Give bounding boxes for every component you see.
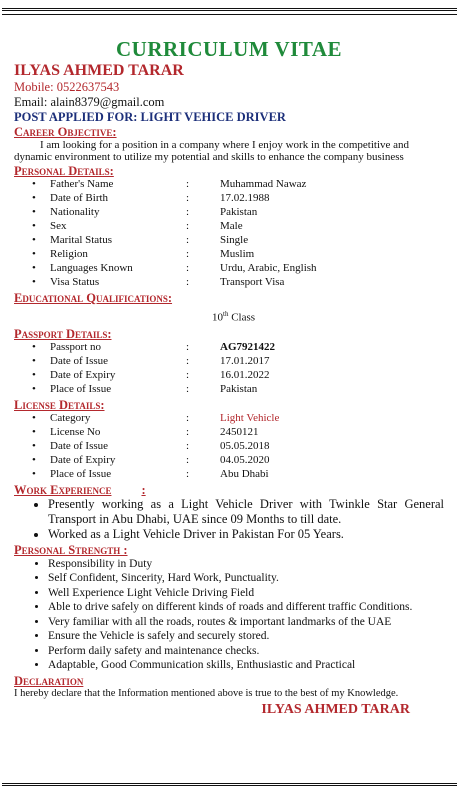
education-value [212,307,444,325]
license-detail-row [18,454,279,468]
license-detail-value: 04.05.2020 [220,453,270,466]
education-number: 10 [212,311,223,324]
license-details-heading: License Details: [14,397,105,412]
work-experience-item: • Presently working as a Light Vehicle Driver with Twinkle Star General Transport in Abu Dhabi, UAE since 09 Months to till date. [48,497,444,527]
candidate-name: ILYAS AHMED TARAR [14,62,184,79]
work-experience-heading [14,483,444,497]
colon-separator: : [186,206,190,218]
passport-detail-row [18,355,275,369]
colon-separator: : [186,220,190,232]
colon-separator: : [186,248,190,260]
personal-strength-list [14,557,444,673]
personal-strength-item: • Responsibility in Duty [48,557,444,572]
license-detail-row [18,440,279,454]
license-detail-row [18,426,279,440]
passport-detail-label: Date of Expiry [50,368,116,381]
personal-strength-item: • Well Experience Light Vehicle Driving Field [48,586,444,601]
bullet-icon: • [32,262,36,274]
bullet-icon: • [32,248,36,260]
license-detail-value: 2450121 [220,425,259,438]
license-detail-row [18,412,279,426]
personal-detail-row [18,262,317,276]
colon-separator: : [186,234,190,246]
personal-detail-label: Languages Known [50,262,133,274]
colon-separator: : [186,178,190,190]
passport-detail-value: 16.01.2022 [220,368,270,381]
career-objective-heading: Career Objective: [14,125,117,139]
work-experience-label: Work Experience [14,482,112,497]
bullet-icon: • [32,411,36,424]
bullet-icon: • [32,439,36,452]
colon-separator: : [186,382,190,395]
work-experience-list [14,497,444,542]
declaration-heading: Declaration [14,673,84,688]
post-applied: POST APPLIED FOR: LIGHT VEHICE DRIVER [14,110,286,124]
work-experience-item: • Worked as a Light Vehicle Driver in Pakistan For 05 Years. [48,527,444,542]
passport-details-table [18,341,275,397]
bullet-icon: • [32,354,36,367]
passport-detail-label: Passport no [50,340,102,353]
bullet-icon: • [32,206,36,218]
passport-detail-value: 17.01.2017 [220,354,270,367]
passport-details-heading: Passport Details: [14,326,112,341]
passport-detail-label: Place of Issue [50,382,112,395]
bullet-icon: • [32,382,36,395]
license-detail-label: Date of Expiry [50,453,116,466]
personal-strength-heading: Personal Strength : [14,542,128,557]
mobile-number: Mobile: 0522637543 [14,80,120,94]
colon-separator: : [186,368,190,381]
colon-separator: : [186,439,190,452]
passport-detail-value: Pakistan [220,382,258,395]
license-detail-label: Date of Issue [50,439,109,452]
passport-detail-row [18,383,275,397]
passport-detail-value: AG7921422 [220,340,275,353]
personal-detail-value: Male [220,220,243,232]
personal-detail-label: Sex [50,220,67,232]
personal-detail-value: Urdu, Arabic, English [220,262,317,274]
colon-separator: : [186,411,190,424]
career-objective-text: I am looking for a position in a company where I enjoy work in the competitive and dynamic environment to utilize my potential and skills to enhance the company business [14,139,410,163]
license-detail-label: License No [50,425,101,438]
bullet-icon: • [32,368,36,381]
bullet-icon: • [32,467,36,480]
colon-separator: : [186,340,190,353]
personal-detail-row [18,220,317,234]
bullet-icon: • [32,178,36,190]
personal-strength-item: • Able to drive safely on different kinds of roads and different traffic Conditions. [48,600,444,615]
license-detail-value: Abu Dhabi [220,467,269,480]
personal-strength-item: • Self Confident, Sincerity, Hard Work, Punctuality. [48,571,444,586]
personal-detail-label: Visa Status [50,276,100,288]
license-detail-value: Light Vehicle [220,411,280,424]
colon-separator: : [186,453,190,466]
personal-detail-value: Muslim [220,248,255,260]
personal-detail-value: 17.02.1988 [220,192,270,204]
declaration-text: I hereby declare that the Information mentioned above is true to the best of my Knowledge. [14,687,399,699]
cv-document [14,36,444,718]
signature-name: ILYAS AHMED TARAR [261,701,410,717]
personal-detail-row [18,206,317,220]
colon-separator: : [186,262,190,274]
bullet-icon: • [32,453,36,466]
personal-detail-row [18,192,317,206]
bullet-icon: • [32,276,36,288]
passport-detail-row [18,341,275,355]
license-details-table [18,412,279,482]
bullet-icon: • [32,192,36,204]
colon-separator: : [186,192,190,204]
personal-strength-item: • Very familiar with all the roads, routes & important landmarks of the UAE [48,615,444,630]
personal-strength-item: • Ensure the Vehicle is safely and securely stored. [48,629,444,644]
personal-details-heading: Personal Details: [14,164,114,178]
work-experience-colon: : [141,482,146,497]
colon-separator: : [186,425,190,438]
email-address: Email: alain8379@gmail.com [14,95,165,109]
personal-strength-item: • Perform daily safety and maintenance checks. [48,644,444,659]
personal-detail-value: Single [220,234,249,246]
personal-detail-label: Nationality [50,206,100,218]
bullet-icon: • [32,425,36,438]
education-class: Class [228,311,256,324]
passport-detail-row [18,369,275,383]
personal-detail-value: Transport Visa [220,276,285,288]
bullet-icon: • [32,234,36,246]
education-heading: Educational Qualifications: [14,291,173,305]
license-detail-value: 05.05.2018 [220,439,270,452]
license-detail-label: Category [50,411,91,424]
colon-separator: : [186,354,190,367]
personal-detail-row [18,248,317,262]
personal-detail-row [18,276,317,290]
personal-detail-value: Muhammad Nawaz [220,178,307,190]
colon-separator: : [186,276,190,288]
colon-separator: : [186,467,190,480]
personal-details-table [18,178,317,290]
personal-detail-label: Father's Name [50,178,114,190]
license-detail-label: Place of Issue [50,467,112,480]
personal-strength-item: • Adaptable, Good Communication skills, Enthusiastic and Practical [48,658,444,673]
passport-detail-label: Date of Issue [50,354,109,367]
personal-detail-row [18,178,317,192]
document-title: CURRICULUM VITAE [116,37,342,61]
bullet-icon: • [32,220,36,232]
personal-detail-label: Date of Birth [50,192,109,204]
bullet-icon: • [32,340,36,353]
personal-detail-label: Religion [50,248,88,260]
license-detail-row [18,468,279,482]
personal-detail-row [18,234,317,248]
education-ordinal: th [223,310,229,318]
personal-detail-value: Pakistan [220,206,258,218]
personal-detail-label: Marital Status [50,234,113,246]
